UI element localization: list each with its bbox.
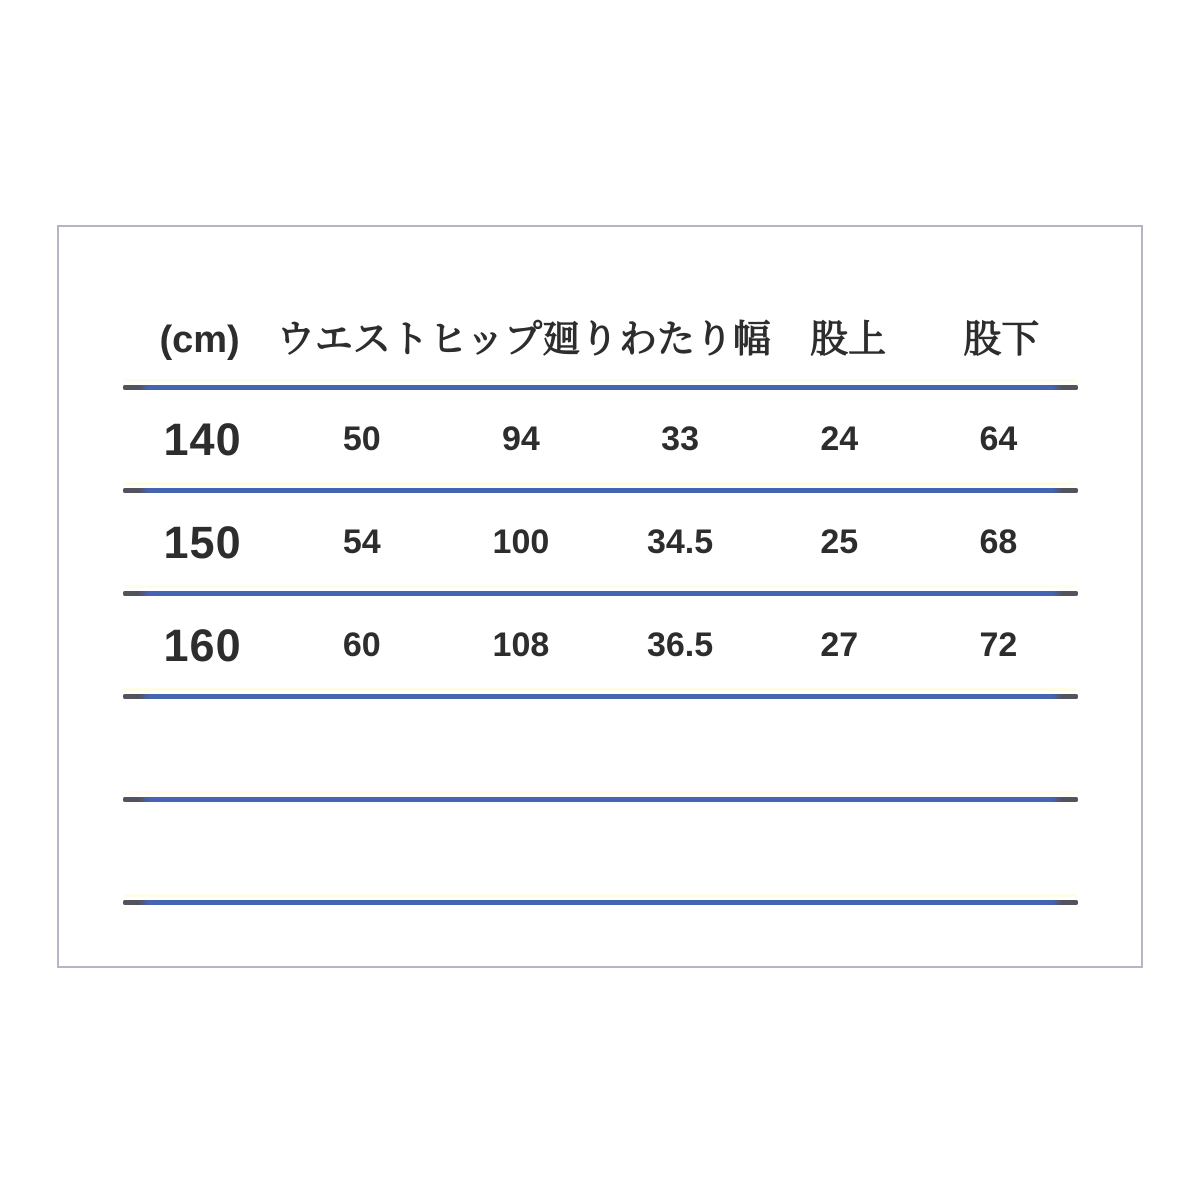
cell-inseam: 72 (979, 626, 1018, 664)
cell-hip: 100 (492, 523, 550, 561)
cell-hip: 108 (492, 626, 550, 664)
size-table-empty-row (123, 802, 1078, 900)
size-table-row-160 (123, 596, 1078, 694)
row-label-size: 140 (163, 413, 242, 465)
size-table-header-row (123, 227, 1078, 385)
cell-thigh-width: 36.5 (646, 626, 714, 664)
size-table-empty-row (123, 699, 1078, 797)
cell-rise: 25 (820, 523, 859, 561)
size-table-row-150 (123, 493, 1078, 591)
cell-rise: 27 (820, 626, 859, 664)
cell-rise: 24 (820, 420, 859, 458)
header-cell-thigh-width: わたり幅 (618, 319, 771, 361)
cell-thigh-width: 34.5 (646, 523, 714, 561)
header-cell-inseam: 股下 (963, 319, 1040, 361)
size-table (123, 227, 1078, 905)
header-cell-waist: ウエスト (276, 319, 429, 361)
cell-waist: 54 (342, 523, 381, 561)
cell-waist: 50 (342, 420, 381, 458)
cell-inseam: 68 (979, 523, 1018, 561)
row-separator (123, 900, 1078, 905)
cell-hip: 94 (502, 420, 540, 458)
cell-thigh-width: 33 (661, 420, 699, 458)
size-table-row-140 (123, 390, 1078, 488)
row-label-size: 150 (163, 516, 242, 568)
cell-waist: 60 (342, 626, 381, 664)
header-cell-rise: 股上 (810, 319, 887, 361)
cell-inseam: 64 (979, 420, 1018, 458)
header-cell-hip: ヒップ廻り (429, 319, 619, 361)
size-chart-panel (57, 225, 1143, 968)
header-cell-unit: (cm) (159, 319, 240, 361)
row-label-size: 160 (163, 619, 242, 671)
